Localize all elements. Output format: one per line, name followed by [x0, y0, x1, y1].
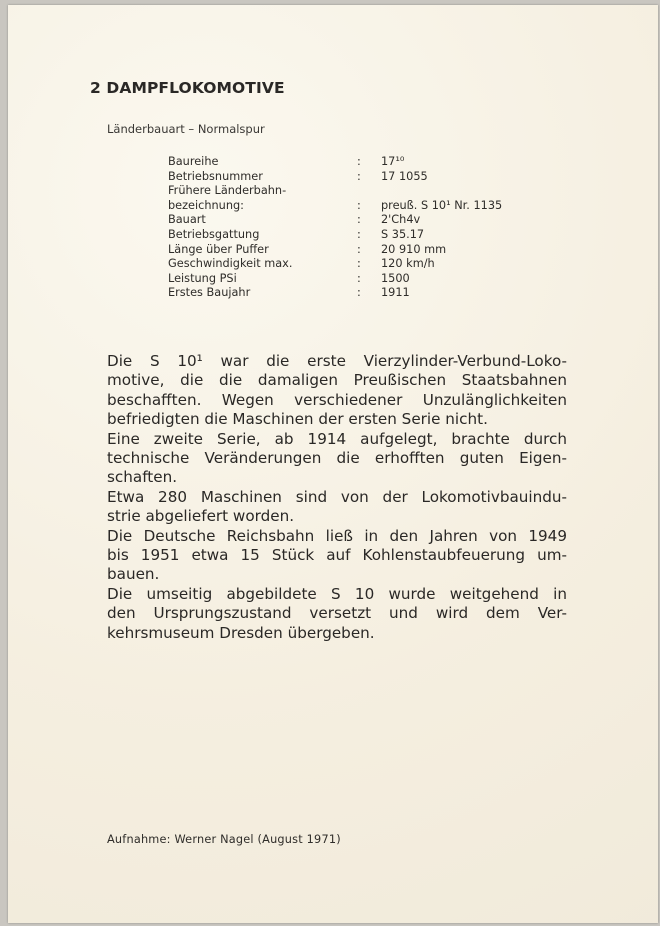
spec-colon: : [357, 286, 361, 300]
spec-label: Betriebsgattung [168, 227, 260, 241]
spec-value: preuß. S 10¹ Nr. 1135 [381, 198, 503, 212]
text-line: bauen. [107, 565, 160, 584]
text-line: Die S 10¹ war die erste Vierzylinder-Verbund-Loko- [107, 352, 567, 370]
spec-value: 17¹⁰ [381, 155, 405, 168]
spec-colon: : [357, 213, 361, 227]
spec-label: Länge über Puffer [168, 242, 269, 256]
text-line: Die Deutsche Reichsbahn ließ in den Jahren von 1949 [107, 526, 567, 545]
spec-value: 1500 [381, 271, 410, 285]
text-line: Eine zweite Serie, ab 1914 aufgelegt, brachte durch [107, 429, 567, 448]
photo-credit: Aufnahme: Werner Nagel (August 1971) [107, 833, 341, 846]
text-line: kehrsmuseum Dresden übergeben. [107, 623, 375, 642]
spec-label: Betriebsnummer [168, 169, 263, 183]
spec-value: S 35.17 [381, 227, 425, 241]
spec-value: 20 910 mm [381, 242, 447, 256]
description-text [107, 352, 567, 643]
text-line: strie abgeliefert worden. [107, 507, 295, 526]
text-line: bis 1951 etwa 15 Stück auf Kohlenstaubfeuerung um- [107, 546, 567, 565]
text-line: beschafften. Wegen verschiedener Unzulänglichkeiten [107, 390, 567, 409]
spec-colon: : [357, 271, 361, 285]
spec-value: 1911 [381, 286, 410, 300]
spec-label: Frühere Länderbahn- [168, 184, 287, 198]
spec-label: Erstes Baujahr [168, 286, 251, 300]
spec-colon: : [357, 169, 361, 183]
spec-value: 120 km/h [381, 257, 435, 271]
spec-label: Bauart [168, 213, 206, 227]
spec-label: bezeichnung: [168, 198, 244, 212]
spec-value: 17 1055 [381, 169, 428, 183]
text-line: motive, die die damaligen Preußischen Staatsbahnen [107, 371, 567, 390]
text-line: schaften. [107, 468, 178, 487]
spec-colon: : [357, 227, 361, 241]
spec-label: Geschwindigkeit max. [168, 257, 293, 271]
text-line: Etwa 280 Maschinen sind von der Lokomotivbauindu- [107, 487, 567, 506]
text-line: Die umseitig abgebildete S 10 wurde weitgehend in [107, 584, 567, 603]
postcard-back [8, 5, 658, 923]
spec-colon: : [357, 198, 361, 212]
text-line: technische Veränderungen die erhofften guten Eigen- [107, 449, 567, 468]
spec-label: Leistung PSi [168, 271, 237, 285]
subtitle: Länderbauart – Normalspur [107, 122, 265, 136]
spec-label: Baureihe [168, 155, 219, 168]
text-line: befriedigten die Maschinen der ersten Serie nicht. [107, 410, 488, 429]
page-title: 2 DAMPFLOKOMOTIVE [90, 79, 285, 97]
spec-colon: : [357, 155, 361, 168]
spec-colon: : [357, 242, 361, 256]
spec-colon: : [357, 257, 361, 271]
text-line: den Ursprungszustand versetzt und wird dem Ver- [107, 604, 567, 623]
spec-value: 2'Ch4v [381, 213, 421, 227]
